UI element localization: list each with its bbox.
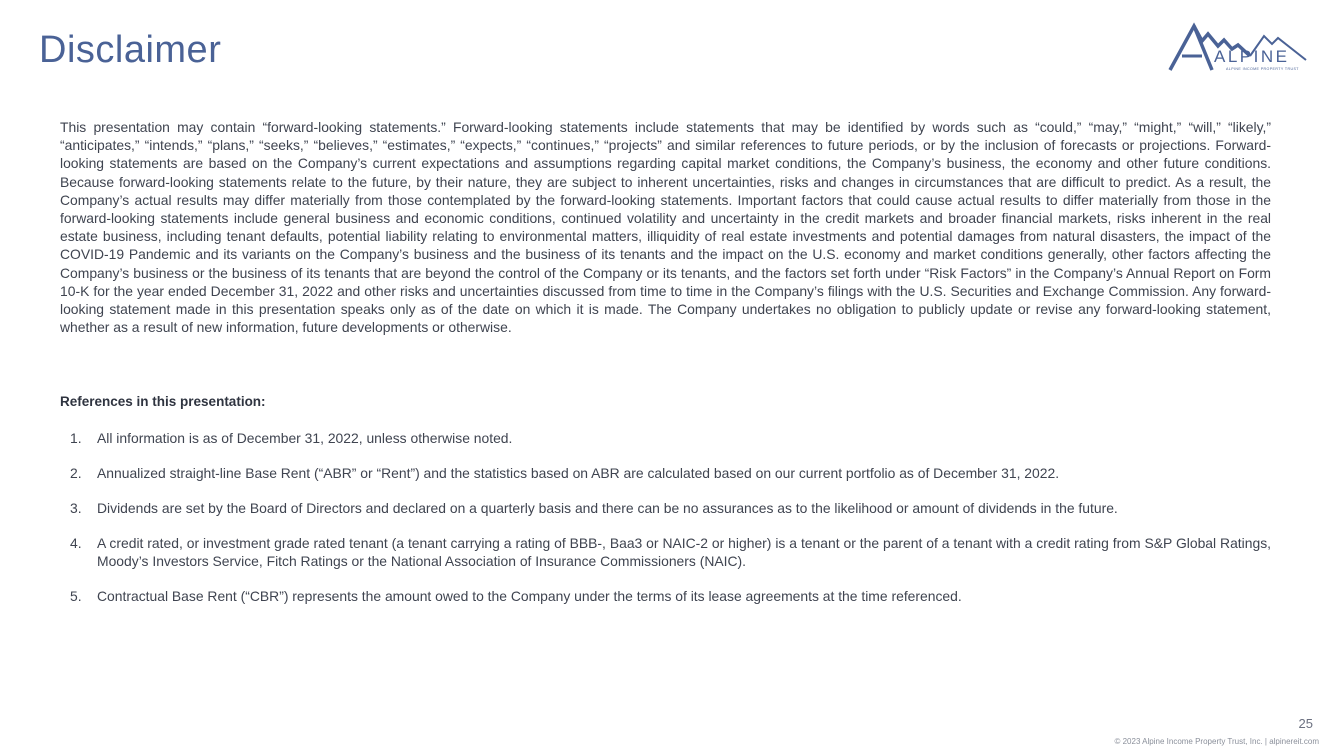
- page-title: Disclaimer: [39, 29, 222, 71]
- list-item-text: Dividends are set by the Board of Directors and declared on a quarterly basis and there can be no assurances as to the likelihood or amount of dividends in the future.: [97, 499, 1118, 516]
- list-item-text: Contractual Base Rent (“CBR”) represents the amount owed to the Company under the terms of its lease agreements at the time referenced.: [97, 587, 962, 604]
- list-item: [60, 465, 1271, 483]
- list-item-number: 5.: [70, 587, 82, 604]
- references-heading: References in this presentation:: [60, 394, 266, 409]
- list-item-number: 2.: [70, 464, 82, 481]
- alpine-logo: [1168, 22, 1308, 76]
- references-list: [60, 430, 1271, 623]
- page-number: 25: [1298, 716, 1313, 731]
- list-item-number: 1.: [70, 430, 82, 446]
- list-item: [60, 588, 1271, 606]
- list-item: [60, 500, 1271, 518]
- list-item: [60, 430, 1271, 448]
- list-item-number: 4.: [70, 534, 82, 551]
- footer-copyright: © 2023 Alpine Income Property Trust, Inc. | alpinereit.com: [1114, 737, 1319, 746]
- list-item-number: 3.: [70, 499, 82, 516]
- list-item-text: A credit rated, or investment grade rated tenant (a tenant carrying a rating of BBB-, Baa3 or NAIC-2 or higher) is a tenant or the parent of a tenant with a credit rating from S&P Global Ratings, Moody’s Investors Service, Fitch Ratings or the National Association of Insurance Commissioners (NAIC).: [97, 534, 1271, 569]
- logo-wordmark: ALPINE: [1214, 47, 1290, 66]
- list-item: [60, 535, 1271, 570]
- list-item-text: All information is as of December 31, 2022, unless otherwise noted.: [97, 430, 513, 446]
- disclaimer-paragraph: This presentation may contain “forward-looking statements.” Forward-looking statements include statements that may be identified by words such as “could,” “may,” “might,” “will,” “likely,” “anticipates,” “intends,” “plans,” “seeks,” “believes,” “estimates,” “expects,” “continues,” “projects” and similar references to future periods, or by the inclusion of forecasts or projections. Forward-looking statements are based on the Company’s current expectations and assumptions regarding capital market conditions, the Company’s business, the economy and other future conditions. Because forward-looking statements relate to the future, by their nature, they are subject to inherent uncertainties, risks and changes in circumstances that are difficult to predict. As a result, the Company’s actual results may differ materially from those contemplated by the forward-looking statements. Important factors that could cause actual results to differ materially from those in the forward-looking statements include general business and economic conditions, continued volatility and uncertainty in the credit markets and broader financial markets, risks inherent in the real estate business, including tenant defaults, potential liability relating to environmental matters, illiquidity of real estate investments and potential damages from natural disasters, the impact of the COVID-19 Pandemic and its variants on the Company’s business and the business of its tenants and the impact on the U.S. economy and market conditions generally, other factors affecting the Company’s business or the business of its tenants that are beyond the control of the Company or its tenants, and the factors set forth under “Risk Factors” in the Company’s Annual Report on Form 10-K for the year ended December 31, 2022 and other risks and uncertainties discussed from time to time in the Company’s filings with the U.S. Securities and Exchange Commission. Any forward-looking statement made in this presentation speaks only as of the date on which it is made. The Company undertakes no obligation to publicly update or revise any forward-looking statement, whether as a result of new information, future developments or otherwise.: [60, 119, 1271, 336]
- logo-tagline: ALPINE INCOME PROPERTY TRUST: [1226, 67, 1299, 71]
- list-item-text: Annualized straight-line Base Rent (“ABR” or “Rent”) and the statistics based on ABR are calculated based on our current portfolio as of December 31, 2022.: [97, 464, 1060, 481]
